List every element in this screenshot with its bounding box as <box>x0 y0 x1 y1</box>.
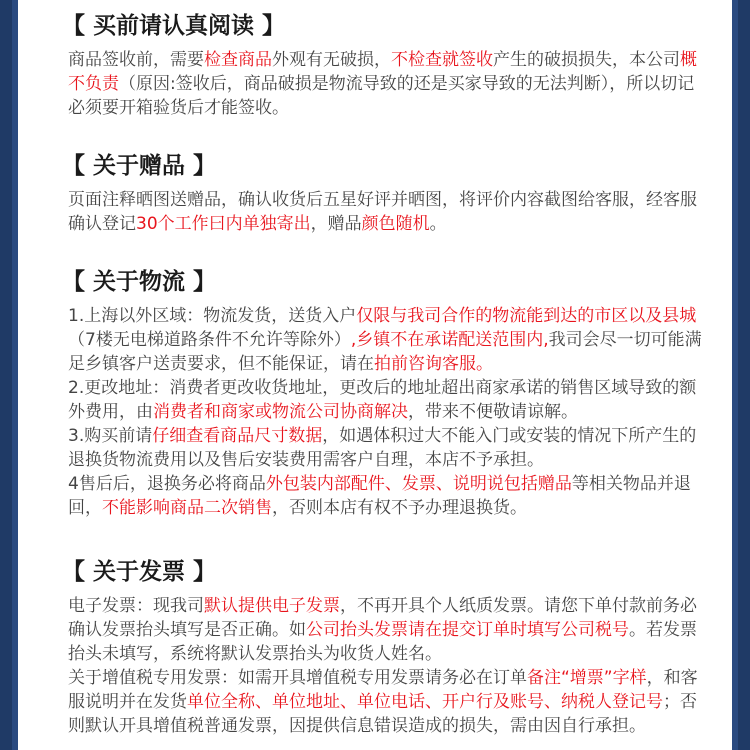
body-text: ；否则默认开具增值税普通发票，因提供信息错误造成的损失，需由因自行承担。 <box>68 692 697 736</box>
highlight-text: 30个工作曰内单独寄出 <box>136 214 311 234</box>
body-text: 我司会尽一切可能满足乡镇客户送责要求，但不能保证，请在 <box>68 330 702 374</box>
highlight-text: 检查商品 <box>204 50 272 70</box>
highlight-text: 消费者和商家或物流公司协商解决 <box>153 402 408 422</box>
body-text: 外观有无破损， <box>272 50 391 70</box>
highlight-text: 仅限与我司合作的物流能到达的市区以及县城 <box>356 306 697 326</box>
body-text: 等相关物品并退回， <box>68 474 691 518</box>
body-text: （原因:签收后，商品破损是物流导致的还是买家导致的无法判断），所以切记必须要开箱验货后才能签收。 <box>68 74 695 118</box>
highlight-text: 默认提供电子发票 <box>204 596 340 616</box>
section-title: 【 关于发票 】 <box>62 559 217 585</box>
highlight-text: 单位全称、单位地址、单位电话、开户行及账号、纳税人登记号 <box>187 692 663 712</box>
body-text: 3.购买前请 <box>68 426 153 446</box>
highlight-text: 拍前咨询客服。 <box>374 354 493 374</box>
section-title: 【 关于物流 】 <box>62 269 217 295</box>
body-text: 产生的破损损失，本公司 <box>493 50 680 70</box>
highlight-text: 备注“增票”字样 <box>527 668 647 688</box>
body-text: ，如遇体积过大不能入门或安装的情况下所产生的退换货物流费用以及售后安装费用需客户自理，本店不予承担。 <box>68 426 697 470</box>
body-text: 。 <box>429 214 447 234</box>
section-title: 【 关于赠品 】 <box>62 153 217 179</box>
invoice-section <box>62 558 708 738</box>
highlight-text: 仔细查看商品尺寸数据 <box>152 426 323 446</box>
section-paragraph <box>68 304 708 520</box>
body-text: ，不再开具个人纸质发票。请您下单付款前务必确认发票抬头填写是否正确。如 <box>68 596 697 640</box>
section-paragraph <box>68 188 708 236</box>
body-text: ，赠品 <box>310 214 362 234</box>
gift-section <box>62 152 708 236</box>
body-text: （7楼无电梯道路条件不允许等除外） <box>68 330 351 350</box>
body-text: 1.上海以外区域：物流发货，送货入户 <box>68 306 357 326</box>
highlight-text: 不检查就签收 <box>391 50 493 70</box>
purchase-notice-section <box>62 12 708 120</box>
body-text: 商品签收前，需要 <box>68 50 204 70</box>
body-text: ，否则本店有权不予办理退换货。 <box>272 498 527 518</box>
highlight-text: 公司抬头发票请在提交订单时填写公司税号 <box>306 620 629 640</box>
body-text: 页面注释晒图送赠品，确认收货后五星好评并晒图，将评价内容截图给客服，经客服确认登记 <box>68 190 697 234</box>
body-text: ，和客服说明并在发货 <box>68 668 698 712</box>
highlight-text: 概不负责 <box>68 50 697 94</box>
body-text: 关于增值税专用发票：如需开具增值税专用发票请务必在订单 <box>68 668 527 688</box>
highlight-text: 不能影响商品二次销售 <box>102 498 272 518</box>
body-text: 2.更改地址：消费者更改收货地址，更改后的地址超出商家承诺的销售区域导致的额外费用，由 <box>68 378 697 422</box>
section-paragraph <box>68 48 708 120</box>
highlight-text: ,乡镇不在承诺配送范围内, <box>350 330 549 350</box>
highlight-text: 颜色随机 <box>361 214 430 234</box>
highlight-text: 外包装内部配件、发票、说明说包括赠品 <box>265 474 572 494</box>
section-title: 【 买前请认真阅读 】 <box>62 13 286 39</box>
body-text: 。若发票抬头未填写，系统将默认发票抬头为收货人姓名。 <box>68 620 697 664</box>
body-text: 4售后后，退换务必将商品 <box>68 474 266 494</box>
body-text: ，带来不便敬请谅解。 <box>408 402 578 422</box>
logistics-section <box>62 268 708 520</box>
section-paragraph <box>68 594 708 738</box>
notice-panel <box>12 0 738 750</box>
body-text: 电子发票：现我司 <box>68 596 204 616</box>
